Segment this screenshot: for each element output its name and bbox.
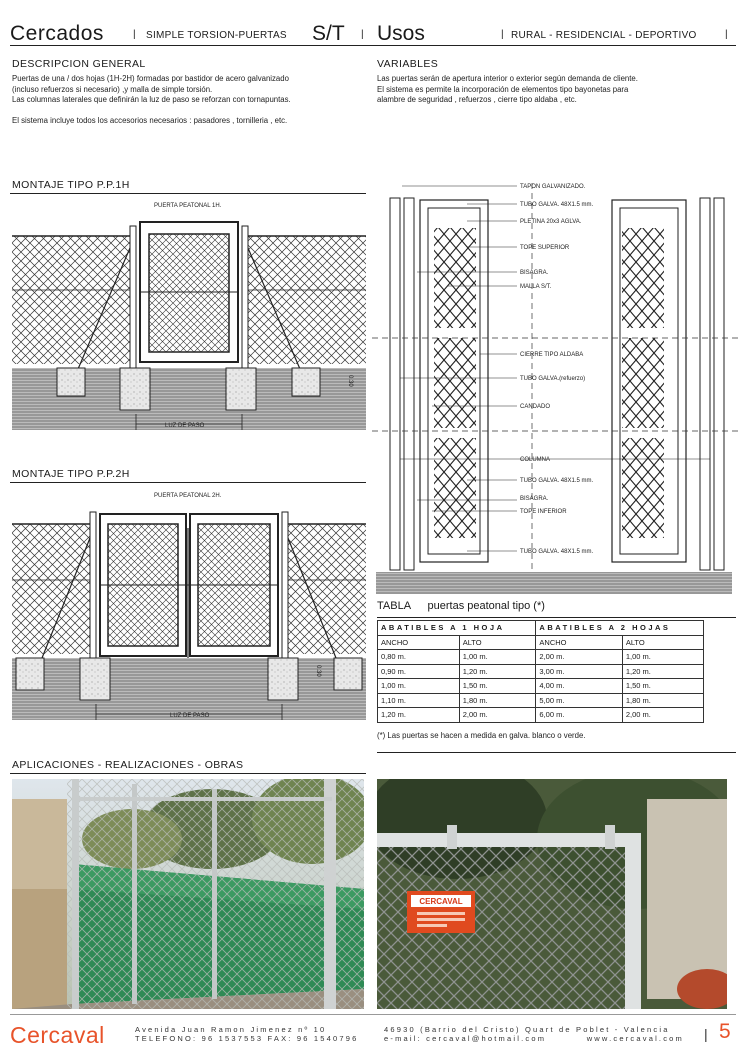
header-usos-list: RURAL - RESIDENCIAL - DEPORTIVO (511, 30, 697, 41)
cell: 0,80 m. (378, 650, 460, 665)
cell: 1,20 m. (622, 664, 703, 679)
mesh-left (12, 236, 132, 364)
tabla-heading (377, 600, 545, 612)
detail-label: TUBO GALVA.(refuerzo) (520, 376, 586, 382)
photo-fence-green (12, 779, 364, 1009)
cell: 1,20 m. (459, 664, 536, 679)
group-1h: ABATIBLES A 1 HOJA (378, 621, 536, 636)
variables-text (377, 74, 737, 106)
cell: 5,00 m. (536, 693, 622, 708)
cell: 1,50 m. (622, 679, 703, 694)
sign-brand: CERCAVAL (419, 897, 463, 906)
descripcion-line: Puertas de una / dos hojas (1H-2H) formadas por bastidor de acero galvanizado (12, 74, 289, 83)
title-sep-2: | (361, 29, 364, 40)
detail-label: MALLA S/T. (520, 284, 552, 290)
table-row (378, 621, 704, 636)
descripcion-line: Las columnas laterales que definirán la luz de paso se reforzan con tornapuntas. (12, 95, 291, 104)
detail-label: PLETINA 20x3 AGLVA. (520, 219, 582, 225)
footer-addr2: TELEFONO: 96 1537553 FAX: 96 1540796 (135, 1034, 359, 1043)
cell: 1,00 m. (622, 650, 703, 665)
footer-city: 46930 (Barrio del Cristo) Quart de Poblet - Valencia (384, 1025, 670, 1034)
cell: 2,00 m. (536, 650, 622, 665)
cell: 1,00 m. (378, 679, 460, 694)
photo-gate-sign (377, 779, 727, 1009)
cell: 1,20 m. (378, 708, 460, 723)
footer-sep: | (704, 1026, 708, 1042)
table-row (378, 679, 704, 694)
tabla-subtitle: puertas peatonal tipo (*) (427, 600, 545, 612)
col-alto: ALTO (459, 635, 536, 650)
montaje1-rule (10, 193, 366, 194)
cell: 1,80 m. (622, 693, 703, 708)
footer-addr1: Avenida Juan Ramon Jimenez nº 10 (135, 1025, 327, 1034)
table-row (378, 650, 704, 665)
detail-labels (520, 184, 593, 555)
table-row (378, 693, 704, 708)
cell: 1,80 m. (459, 693, 536, 708)
cell: 3,00 m. (536, 664, 622, 679)
cell: 6,00 m. (536, 708, 622, 723)
variables-line: Las puertas serán de apertura interior o exterior según demanda de cliente. (377, 74, 638, 83)
cell: 1,00 m. (459, 650, 536, 665)
page-title (10, 22, 104, 46)
detail-label: CIERRE TIPO ALDABA (520, 352, 584, 358)
title-sep-4: | (725, 29, 728, 40)
mesh-right (248, 236, 366, 364)
footer-email: e-mail: cercaval@hotmail.com (384, 1034, 547, 1043)
title-sep-1: | (133, 29, 136, 40)
luz-de-paso-2: LUZ DE PASO (170, 713, 210, 719)
cell: 2,00 m. (622, 708, 703, 723)
group-2h: ABATIBLES A 2 HOJAS (536, 621, 704, 636)
col-ancho: ANCHO (536, 635, 622, 650)
descripcion-title: DESCRIPCION GENERAL (12, 58, 146, 70)
detail-label: BISAGRA. (520, 270, 549, 276)
detail-label: TOPE SUPERIOR (520, 245, 570, 251)
footer-contact (384, 1025, 684, 1043)
cell: 1,10 m. (378, 693, 460, 708)
detail-label: TAPON GALVANIZADO. (520, 184, 586, 190)
header-subtitle: SIMPLE TORSION-PUERTAS (146, 30, 287, 41)
footer-rule (10, 1014, 736, 1015)
page-number: 5 (719, 1020, 731, 1043)
footer-brand: Cercaval (10, 1022, 105, 1048)
table-row (378, 708, 704, 723)
cell: 0,90 m. (378, 664, 460, 679)
descripcion-text (12, 74, 372, 126)
detail-label: COLUMNA (520, 457, 551, 463)
header-usos: Usos (377, 22, 425, 45)
tabla-note: (*) Las puertas se hacen a medida en galva. blanco o verde. (377, 731, 586, 740)
montaje2-drawing (12, 488, 366, 743)
detail-label: TUBO GALVA. 48X1.5 mm. (520, 202, 594, 208)
montaje1-drawing (12, 198, 366, 453)
luz-de-paso-1: LUZ DE PASO (165, 423, 205, 429)
col-alto: ALTO (622, 635, 703, 650)
tabla-title: TABLA (377, 600, 411, 612)
aplicaciones-rule (10, 773, 366, 774)
dim-030-1: 0.30 (347, 375, 353, 387)
tabla (377, 620, 704, 723)
montaje1-title: MONTAJE TIPO P.P.1H (12, 179, 130, 191)
table-row (378, 664, 704, 679)
detail-label: BISAGRA. (520, 496, 549, 502)
dim-030-2: 0.30 (315, 665, 321, 677)
variables-line: alambre de seguridad , refuerzos , cierre tipo aldaba , etc. (377, 95, 577, 104)
montaje2-caption: PUERTA PEATONAL 2H. (154, 493, 222, 499)
tabla-bottom-rule (377, 752, 736, 753)
descripcion-line: (incluso refuerzos si necesario) ,y malla de simple torsión. (12, 84, 213, 94)
variables-title: VARIABLES (377, 58, 439, 70)
cell: 1,50 m. (459, 679, 536, 694)
detail-label: TUBO GALVA. 48X1.5 mm. (520, 549, 594, 555)
montaje2-rule (10, 482, 366, 483)
header-rule (10, 45, 736, 46)
table-row (378, 635, 704, 650)
col-ancho: ANCHO (378, 635, 460, 650)
header-code: S/T (312, 22, 345, 45)
aplicaciones-title: APLICACIONES - REALIZACIONES - OBRAS (12, 759, 244, 771)
title-text: Cercados (10, 22, 104, 45)
detail-label: TUBO GALVA. 48X1.5 mm. (520, 478, 594, 484)
descripcion-extra: El sistema incluye todos los accesorios necesarios : pasadores , tornilleria , etc. (12, 115, 288, 125)
title-sep-3: | (501, 29, 504, 40)
variables-line: El sistema es permite la incorporación de elementos tipo bayonetas para (377, 84, 629, 94)
montaje1-caption: PUERTA PEATONAL 1H. (154, 203, 222, 209)
cell: 2,00 m. (459, 708, 536, 723)
tabla-rule (377, 617, 736, 618)
detail-label: TOPE INFERIOR (520, 509, 567, 515)
cell: 4,00 m. (536, 679, 622, 694)
detail-drawing (372, 178, 738, 598)
footer-address (135, 1025, 358, 1043)
detail-label: CANDADO (520, 404, 551, 410)
montaje2-title: MONTAJE TIPO P.P.2H (12, 468, 130, 480)
footer-web: www.cercaval.com (586, 1034, 684, 1043)
